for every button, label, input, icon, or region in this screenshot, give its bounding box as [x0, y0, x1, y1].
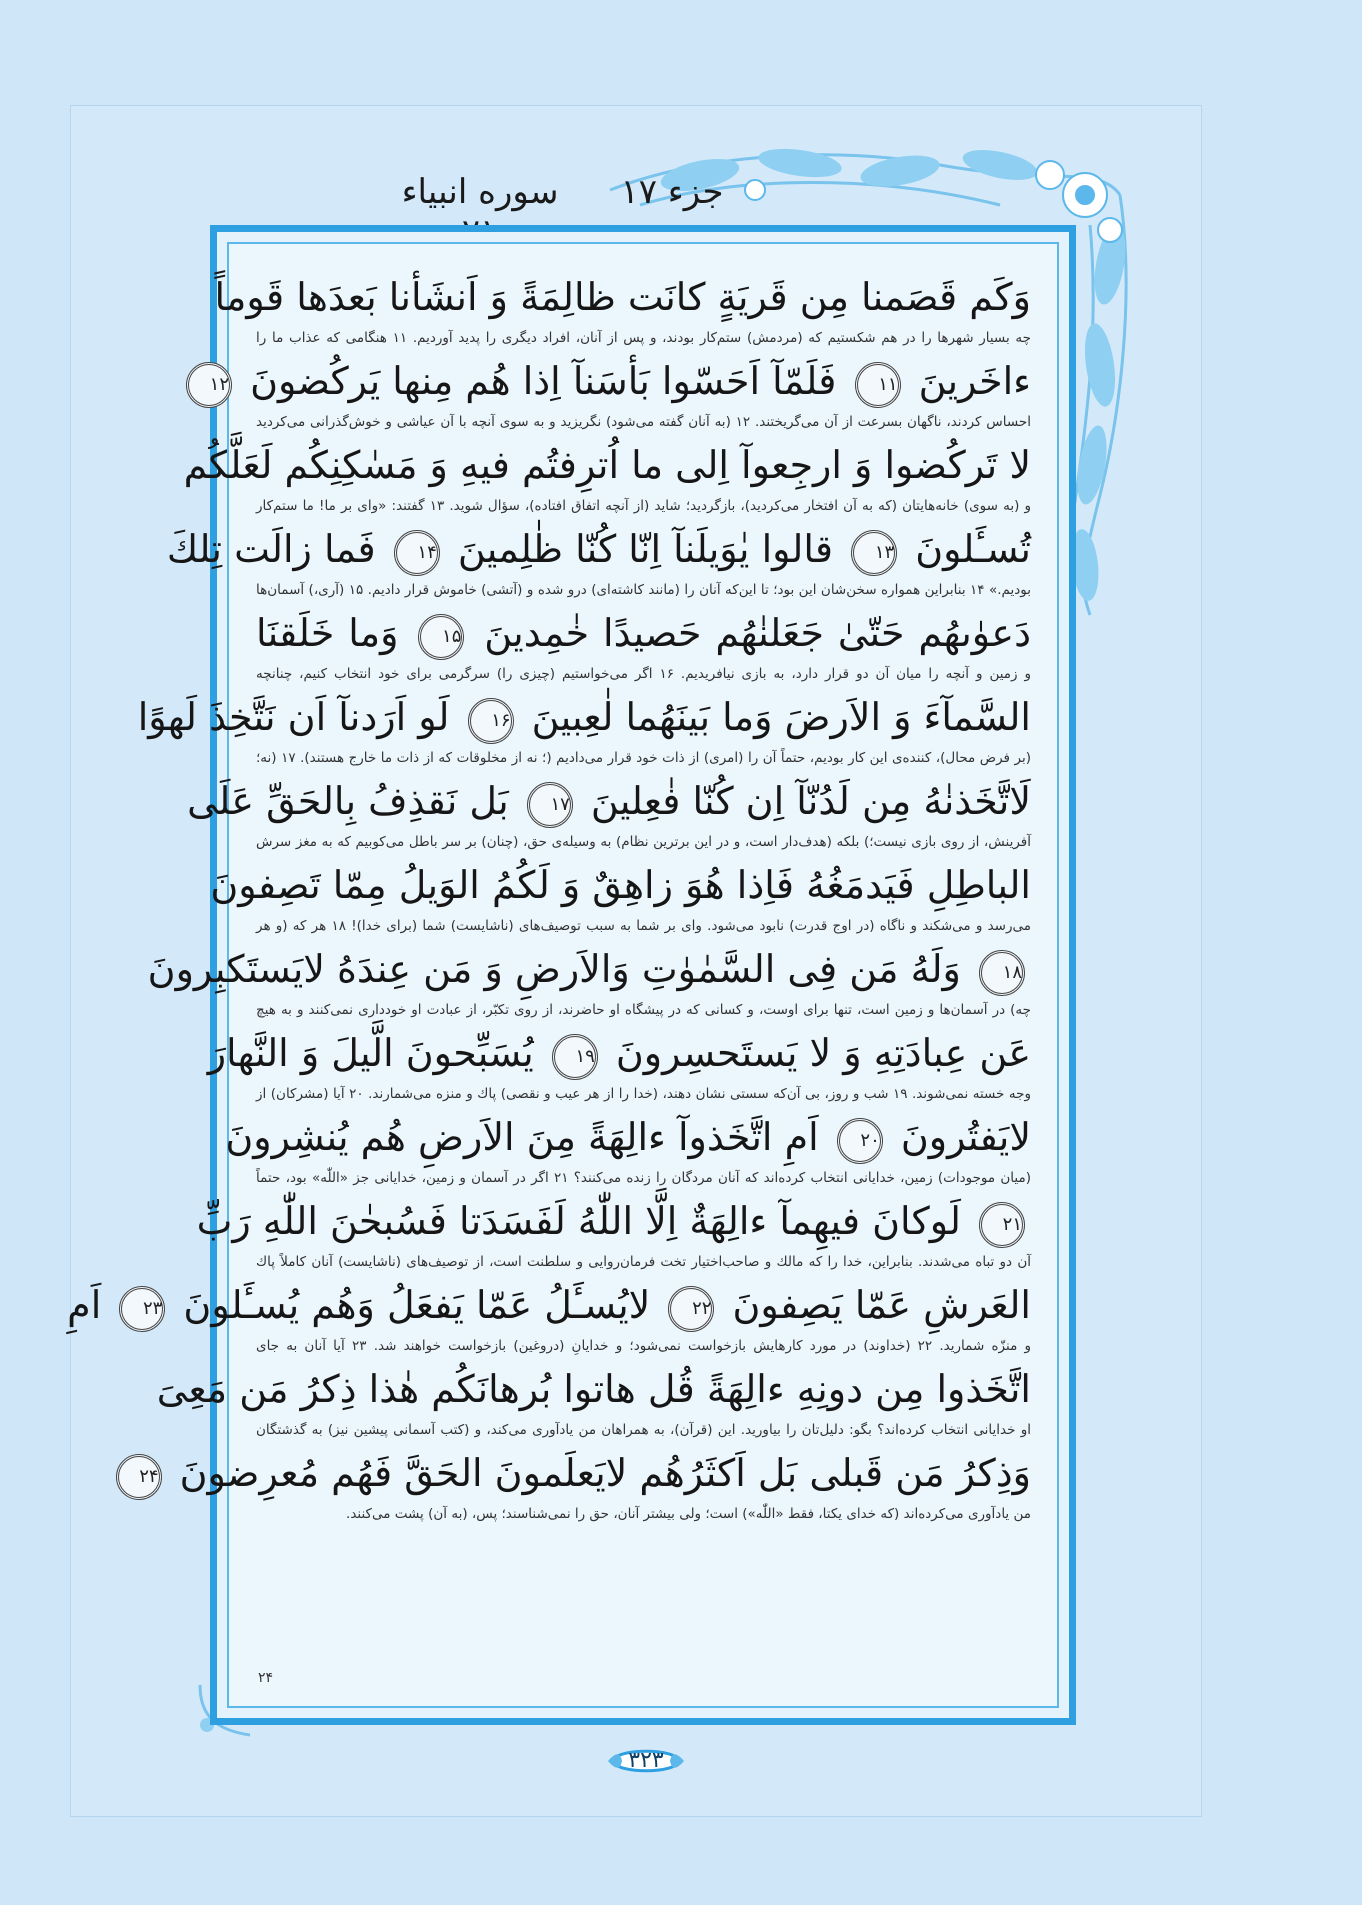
ayah-number-marker: ۱۵: [418, 614, 464, 660]
verse-row: [137, 688, 1031, 772]
surah-label: سوره انبياء: [401, 172, 559, 212]
verse-row: [210, 856, 1031, 940]
verse-row: [214, 268, 1031, 352]
arabic-line: دَعوٰىهُم حَتّىٰ جَعَلنٰهُم حَصيدًا خٰمِدينَ ۱۵ وَما خَلَقنَا: [256, 604, 1031, 662]
arabic-line: العَرشِ عَمّا يَصِفونَ ۲۲ لايُسـَٔلُ عَمّا يَفعَلُ وَهُم يُسـَٔلونَ ۲۳ اَمِ: [256, 1276, 1031, 1334]
translation-line: من يادآورى مى‌كرده‌اند (كه خداى يكتا، فقط «اللّٰه») است؛ ولى بيشتر آنان، حق را نمى‌شناسند؛ پس، (به آن) پشت مى‌كنند.: [346, 1506, 1031, 1522]
translation-line: (ميان موجودات) زمين، خدايانى انتخاب كرده‌اند كه آنان مردگان را زنده مى‌كنند؟ ۲۱ اگر در آسمان و زمين، خدايانى جز «اللّٰه» بود، حتماً: [256, 1170, 1031, 1186]
arabic-line: ءاخَرينَ ۱۱ فَلَمّآ اَحَسّوا بَأسَنآ اِذا هُم مِنها يَركُضونَ ۱۲: [256, 352, 1031, 410]
arabic-line: لا تَركُضوا وَ ارجِعوآ اِلى ما اُترِفتُم فيهِ وَ مَسٰكِنِكُم لَعَلَّكُم: [183, 443, 1031, 487]
verse-row: [156, 1360, 1031, 1444]
arabic-line: اتَّخَذوا مِن دونِهِ ءالِهَةً قُل هاتوا بُرهانَكُم هٰذا ذِكرُ مَن مَعِىَ: [156, 1367, 1031, 1411]
verse-row: [67, 1276, 1032, 1360]
verse-row: [187, 772, 1031, 856]
juz-label: جزء ۱۷: [620, 172, 724, 212]
verse-row: [256, 604, 1031, 688]
ayah-number-marker: ۱۸: [979, 950, 1025, 996]
ayah-number-marker: ۱۶: [468, 698, 514, 744]
translation-line: آن دو تباه مى‌شدند. بنابراين، خدا را كه مالك و صاحب‌اختيار تخت فرمان‌روايى و سلطنت است، از توصيف‌هاى (ناشايست) آنان كاملاً پاك: [256, 1254, 1031, 1270]
arabic-line: الباطِلِ فَيَدمَغُهُ فَاِذا هُوَ زاهِقٌ وَ لَكُمُ الوَيلُ مِمّا تَصِفونَ: [210, 863, 1031, 907]
verse-row: [209, 352, 1031, 436]
translation-line: و زمين و آنچه را ميان آن دو قرار دارد، به بازى نيافريديم. ۱۶ اگر مى‌خواستيم (چيزى را) سرگرمى براى خود انتخاب كنيم، چنانچه: [256, 666, 1031, 682]
verse-row: [139, 1444, 1031, 1528]
ayah-number-marker: ۲۲: [668, 1286, 714, 1332]
verse-list: [67, 268, 1032, 1698]
ayah-number-marker: ۱۷: [527, 782, 573, 828]
arabic-line: وَكَم قَصَمنا مِن قَريَةٍ كانَت ظالِمَةً وَ اَنشَأنا بَعدَها قَوماً: [214, 275, 1031, 319]
verse-row: [166, 520, 1032, 604]
ayah-number-marker: ۱۴: [394, 530, 440, 576]
arabic-line: ۲۱ لَوكانَ فيهِمآ ءالِهَةٌ اِلَّا اللّٰهُ لَفَسَدَتا فَسُبحٰنَ اللّٰهِ رَبِّ: [256, 1192, 1031, 1250]
next-verse-marker: ۲۴: [258, 1670, 274, 1686]
arabic-line: السَّمآءَ وَ الاَرضَ وَما بَينَهُما لٰعِبينَ ۱۶ لَو اَرَدنآ اَن نَتَّخِذَ لَهوًا: [256, 688, 1031, 746]
arabic-line: لَاتَّخَذنٰهُ مِن لَدُنّآ اِن كُنّا فٰعِلينَ ۱۷ بَل نَقذِفُ بِالحَقِّ عَلَى: [256, 772, 1031, 830]
translation-line: او خدايانى انتخاب كرده‌اند؟ بگو: دليل‌تان را بياوريد. اين (قرآن)، به همراهان من يادآورى مى‌كند، و (كتب آسمانى پيشين نيز) به گذشتگان: [256, 1422, 1031, 1438]
ayah-number-marker: ۲۴: [116, 1454, 162, 1500]
translation-line: چه) در آسمان‌ها و زمين است، تنها براى اوست، و كسانى كه در پيشگاه او حاضرند، از روى تكبّر، از عبادت او خوددارى نمى‌كنند و به هيچ: [256, 1002, 1031, 1018]
translation-line: احساس كردند، ناگهان بسرعت از آن مى‌گريختند. ۱۲ (به آنان گفته مى‌شود) نگريزيد و به سوى آنچه با آن عياشى و خوش‌گذرانى مى‌كرديد: [256, 414, 1031, 430]
page-number: ۳۲۳: [628, 1748, 664, 1773]
verse-row: [196, 1192, 1031, 1276]
ayah-number-marker: ۱۱: [855, 362, 901, 408]
ayah-number-marker: ۱۲: [186, 362, 232, 408]
verse-row: [225, 1108, 1031, 1192]
arabic-line: وَذِكرُ مَن قَبلى بَل اَكثَرُهُم لايَعلَمونَ الحَقَّ فَهُم مُعرِضونَ ۲۴: [256, 1444, 1031, 1502]
verse-row: [207, 1024, 1032, 1108]
verse-row: [147, 940, 1031, 1024]
arabic-line: لايَفتُرونَ ۲۰ اَمِ اتَّخَذوآ ءالِهَةً مِنَ الاَرضِ هُم يُنشِرونَ: [256, 1108, 1031, 1166]
ayah-number-marker: ۲۱: [979, 1202, 1025, 1248]
translation-line: (بر فرض محال)، كننده‌ى اين كار بوديم، حتماً آن را (امرى) از ذات خود قرار مى‌داديم (؛ نه از مخلوقات كه از ذات ما خارج هستند). ۱۷ (نه؛: [256, 750, 1031, 766]
ayah-number-marker: ۱۳: [851, 530, 897, 576]
translation-line: چه بسيار شهرها را در هم شكستيم كه (مردمش) ستم‌كار بودند، و پس از آنان، افراد ديگرى را پديد آورديم. ۱۱ هنگامى كه عذاب ما را: [256, 330, 1031, 346]
arabic-line: عَن عِبادَتِهِ وَ لا يَستَحسِرونَ ۱۹ يُسَبِّحونَ الَّيلَ وَ النَّهارَ: [256, 1024, 1031, 1082]
ayah-number-marker: ۱۹: [552, 1034, 598, 1080]
translation-line: و (به سوى) خانه‌هايتان (كه به آن افتخار مى‌كرديد)، بازگرديد؛ شايد (از آنچه اتفاق افتاده)، سؤال شويد. ۱۳ گفتند: «واى بر ما! ما ستم‌كار: [256, 498, 1032, 514]
translation-line: بوديم.» ۱۴ بنابراين هموارە سخن‌شان اين بود؛ تا اين‌كه آنان را (مانند كاشته‌اى) درو شده و (آتشى) خاموش قرار داديم. ۱۵ (آرى،) آسمان‌ها: [256, 582, 1032, 598]
page-number-badge: [606, 1740, 686, 1782]
translation-line: و منزّه شماريد. ۲۲ (خداوند) در مورد كارهايش بازخواست نمى‌شود؛ و خدايانِ (دروغين) بازخواست خواهند شد. ۲۳ آيا آنان به جاى: [256, 1338, 1032, 1354]
ayah-number-marker: ۲۰: [837, 1118, 883, 1164]
arabic-line: تُسـَٔلونَ ۱۳ قالوا يٰوَيلَنآ اِنّا كُنّا ظٰلِمينَ ۱۴ فَما زالَت تِلكَ: [256, 520, 1031, 578]
translation-line: وجه خسته نمى‌شوند. ۱۹ شب و روز، بى آن‌كه سستى نشان دهند، (خدا را از هر عيب و نقصى) پاك و منزه مى‌شمارند. ۲۰ آيا (مشركان) از: [256, 1086, 1032, 1102]
translation-line: مى‌رسد و مى‌شكند و ناگاه (در اوج قدرت) نابود مى‌شود. واى بر شما به سبب توصيف‌هاى (ناشايست) شما (براى خدا)! ۱۸ هر كه (و هر: [256, 918, 1031, 934]
verse-row: [183, 436, 1032, 520]
ayah-number-marker: ۲۳: [119, 1286, 165, 1332]
translation-line: آفرينش، از روى بازى نيست؛) بلكه (هدف‌دار است، و در اين برترين نظام) به وسيله‌ى حق، (چنان) بر سر باطل مى‌كوبيم كه به مغز سرش: [256, 834, 1031, 850]
arabic-line: ۱۸ وَلَهُ مَن فِى السَّمٰوٰتِ وَالاَرضِ وَ مَن عِندَهُ لايَستَكبِرونَ: [256, 940, 1031, 998]
